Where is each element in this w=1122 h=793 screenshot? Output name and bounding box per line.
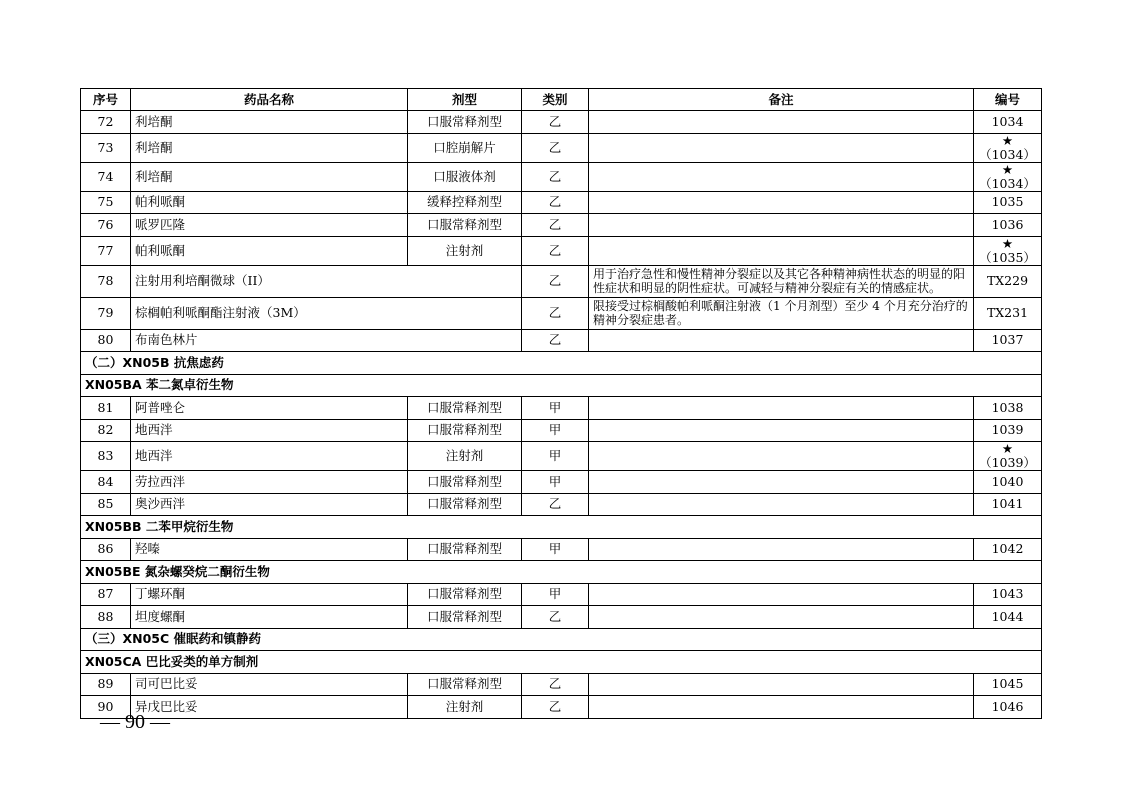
- table-row: [81, 696, 1042, 719]
- cell-form: 口服常释剂型: [408, 419, 522, 442]
- cell-code: 1043: [974, 583, 1042, 606]
- cell-remark: [589, 673, 974, 696]
- cell-remark: [589, 471, 974, 494]
- cell-remark: [589, 606, 974, 629]
- table-row: [81, 538, 1042, 561]
- cell-remark: [589, 162, 974, 191]
- table-row: [81, 673, 1042, 696]
- cell-code: 1045: [974, 673, 1042, 696]
- cell-code: 1042: [974, 538, 1042, 561]
- table-row: [81, 397, 1042, 420]
- table-row: [81, 162, 1042, 191]
- cell-form: 注射剂: [408, 236, 522, 265]
- cell-category: 乙: [522, 214, 589, 237]
- header-code: 编号: [974, 89, 1042, 111]
- cell-seq: 75: [81, 191, 131, 214]
- cell-form: 口服常释剂型: [408, 538, 522, 561]
- cell-seq: 89: [81, 673, 131, 696]
- cell-seq: 76: [81, 214, 131, 237]
- cell-seq: 81: [81, 397, 131, 420]
- cell-name: 注射用利培酮微球（II）: [131, 265, 522, 297]
- cell-form: 口服常释剂型: [408, 673, 522, 696]
- cell-code: ★（1034）: [974, 162, 1042, 191]
- table-row: [81, 111, 1042, 134]
- section-heading: （二）XN05B 抗焦虑药: [81, 352, 1042, 375]
- section-heading: XN05CA 巴比妥类的单方制剂: [81, 651, 1042, 674]
- cell-category: 乙: [522, 111, 589, 134]
- section-row: [81, 651, 1042, 674]
- table-row: [81, 191, 1042, 214]
- cell-category: 乙: [522, 606, 589, 629]
- cell-name: 司可巴比妥: [131, 673, 408, 696]
- cell-code: 1035: [974, 191, 1042, 214]
- cell-form: 口服液体剂: [408, 162, 522, 191]
- cell-seq: 86: [81, 538, 131, 561]
- table-row: [81, 133, 1042, 162]
- cell-remark: [589, 133, 974, 162]
- cell-name: 坦度螺酮: [131, 606, 408, 629]
- header-row: [81, 89, 1042, 111]
- cell-name: 利培酮: [131, 162, 408, 191]
- section-heading: XN05BA 苯二氮卓衍生物: [81, 374, 1042, 397]
- cell-remark: [589, 538, 974, 561]
- table-row: [81, 442, 1042, 471]
- cell-form: 口服常释剂型: [408, 471, 522, 494]
- cell-remark: [589, 583, 974, 606]
- cell-form: 缓释控释剂型: [408, 191, 522, 214]
- cell-code: TX229: [974, 265, 1042, 297]
- cell-remark: [589, 419, 974, 442]
- cell-form: 口服常释剂型: [408, 214, 522, 237]
- cell-remark: [589, 329, 974, 352]
- cell-category: 甲: [522, 397, 589, 420]
- cell-seq: 79: [81, 297, 131, 329]
- cell-category: 乙: [522, 265, 589, 297]
- cell-code: 1037: [974, 329, 1042, 352]
- table-row: [81, 297, 1042, 329]
- cell-form: 口服常释剂型: [408, 606, 522, 629]
- cell-seq: 87: [81, 583, 131, 606]
- cell-form: 注射剂: [408, 696, 522, 719]
- section-row: [81, 516, 1042, 539]
- cell-remark: [589, 493, 974, 516]
- cell-code: 1044: [974, 606, 1042, 629]
- cell-category: 乙: [522, 493, 589, 516]
- cell-remark: [589, 111, 974, 134]
- cell-seq: 84: [81, 471, 131, 494]
- cell-category: 甲: [522, 442, 589, 471]
- cell-code: 1036: [974, 214, 1042, 237]
- table-row: [81, 214, 1042, 237]
- table-row: [81, 419, 1042, 442]
- cell-code: 1040: [974, 471, 1042, 494]
- header-name: 药品名称: [131, 89, 408, 111]
- cell-name: 帕利哌酮: [131, 236, 408, 265]
- cell-category: 乙: [522, 236, 589, 265]
- cell-name: 哌罗匹隆: [131, 214, 408, 237]
- cell-category: 乙: [522, 297, 589, 329]
- header-form: 剂型: [408, 89, 522, 111]
- header-remark: 备注: [589, 89, 974, 111]
- section-row: [81, 561, 1042, 584]
- cell-category: 乙: [522, 191, 589, 214]
- cell-remark: [589, 191, 974, 214]
- cell-category: 甲: [522, 538, 589, 561]
- table-row: [81, 329, 1042, 352]
- cell-name: 丁螺环酮: [131, 583, 408, 606]
- cell-seq: 85: [81, 493, 131, 516]
- table-row: [81, 471, 1042, 494]
- table-row: [81, 236, 1042, 265]
- cell-form: 口服常释剂型: [408, 493, 522, 516]
- cell-name: 地西泮: [131, 442, 408, 471]
- cell-seq: 78: [81, 265, 131, 297]
- cell-name: 异戊巴比妥: [131, 696, 408, 719]
- cell-seq: 90: [81, 696, 131, 719]
- cell-name: 奥沙西泮: [131, 493, 408, 516]
- section-heading: XN05BE 氮杂螺癸烷二酮衍生物: [81, 561, 1042, 584]
- header-category: 类别: [522, 89, 589, 111]
- cell-name: 棕榈帕利哌酮酯注射液（3M）: [131, 297, 522, 329]
- cell-remark: [589, 236, 974, 265]
- section-row: [81, 374, 1042, 397]
- cell-code: 1034: [974, 111, 1042, 134]
- cell-name: 羟嗪: [131, 538, 408, 561]
- cell-form: 口服常释剂型: [408, 111, 522, 134]
- cell-category: 甲: [522, 583, 589, 606]
- cell-category: 乙: [522, 673, 589, 696]
- cell-category: 乙: [522, 696, 589, 719]
- cell-form: 口服常释剂型: [408, 583, 522, 606]
- cell-code: 1038: [974, 397, 1042, 420]
- drug-table: [80, 88, 1042, 719]
- cell-name: 地西泮: [131, 419, 408, 442]
- cell-code: 1039: [974, 419, 1042, 442]
- cell-seq: 73: [81, 133, 131, 162]
- cell-code: ★（1039）: [974, 442, 1042, 471]
- cell-name: 劳拉西泮: [131, 471, 408, 494]
- cell-name: 布南色林片: [131, 329, 522, 352]
- table-row: [81, 493, 1042, 516]
- cell-name: 帕利哌酮: [131, 191, 408, 214]
- cell-seq: 88: [81, 606, 131, 629]
- cell-code: TX231: [974, 297, 1042, 329]
- cell-name: 利培酮: [131, 133, 408, 162]
- section-row: [81, 628, 1042, 651]
- table-row: [81, 606, 1042, 629]
- cell-remark: 用于治疗急性和慢性精神分裂症以及其它各种精神病性状态的明显的阳性症状和明显的阴性症状。可减轻与精神分裂症有关的情感症状。: [589, 265, 974, 297]
- header-seq: 序号: [81, 89, 131, 111]
- cell-code: ★（1035）: [974, 236, 1042, 265]
- cell-seq: 80: [81, 329, 131, 352]
- cell-remark: [589, 442, 974, 471]
- cell-form: 注射剂: [408, 442, 522, 471]
- cell-category: 乙: [522, 162, 589, 191]
- cell-remark: [589, 696, 974, 719]
- cell-remark: 限接受过棕榈酸帕利哌酮注射液（1 个月剂型）至少 4 个月充分治疗的精神分裂症患者。: [589, 297, 974, 329]
- cell-code: 1041: [974, 493, 1042, 516]
- cell-category: 乙: [522, 133, 589, 162]
- cell-name: 利培酮: [131, 111, 408, 134]
- cell-category: 乙: [522, 329, 589, 352]
- cell-form: 口腔崩解片: [408, 133, 522, 162]
- cell-code: ★（1034）: [974, 133, 1042, 162]
- cell-code: 1046: [974, 696, 1042, 719]
- section-heading: XN05BB 二苯甲烷衍生物: [81, 516, 1042, 539]
- cell-seq: 83: [81, 442, 131, 471]
- cell-seq: 74: [81, 162, 131, 191]
- cell-seq: 72: [81, 111, 131, 134]
- cell-remark: [589, 214, 974, 237]
- cell-seq: 82: [81, 419, 131, 442]
- cell-seq: 77: [81, 236, 131, 265]
- cell-name: 阿普唑仑: [131, 397, 408, 420]
- cell-remark: [589, 397, 974, 420]
- cell-form: 口服常释剂型: [408, 397, 522, 420]
- page-number: — 90 —: [100, 711, 170, 733]
- cell-category: 甲: [522, 471, 589, 494]
- section-heading: （三）XN05C 催眠药和镇静药: [81, 628, 1042, 651]
- table-row: [81, 265, 1042, 297]
- cell-category: 甲: [522, 419, 589, 442]
- section-row: [81, 352, 1042, 375]
- table-row: [81, 583, 1042, 606]
